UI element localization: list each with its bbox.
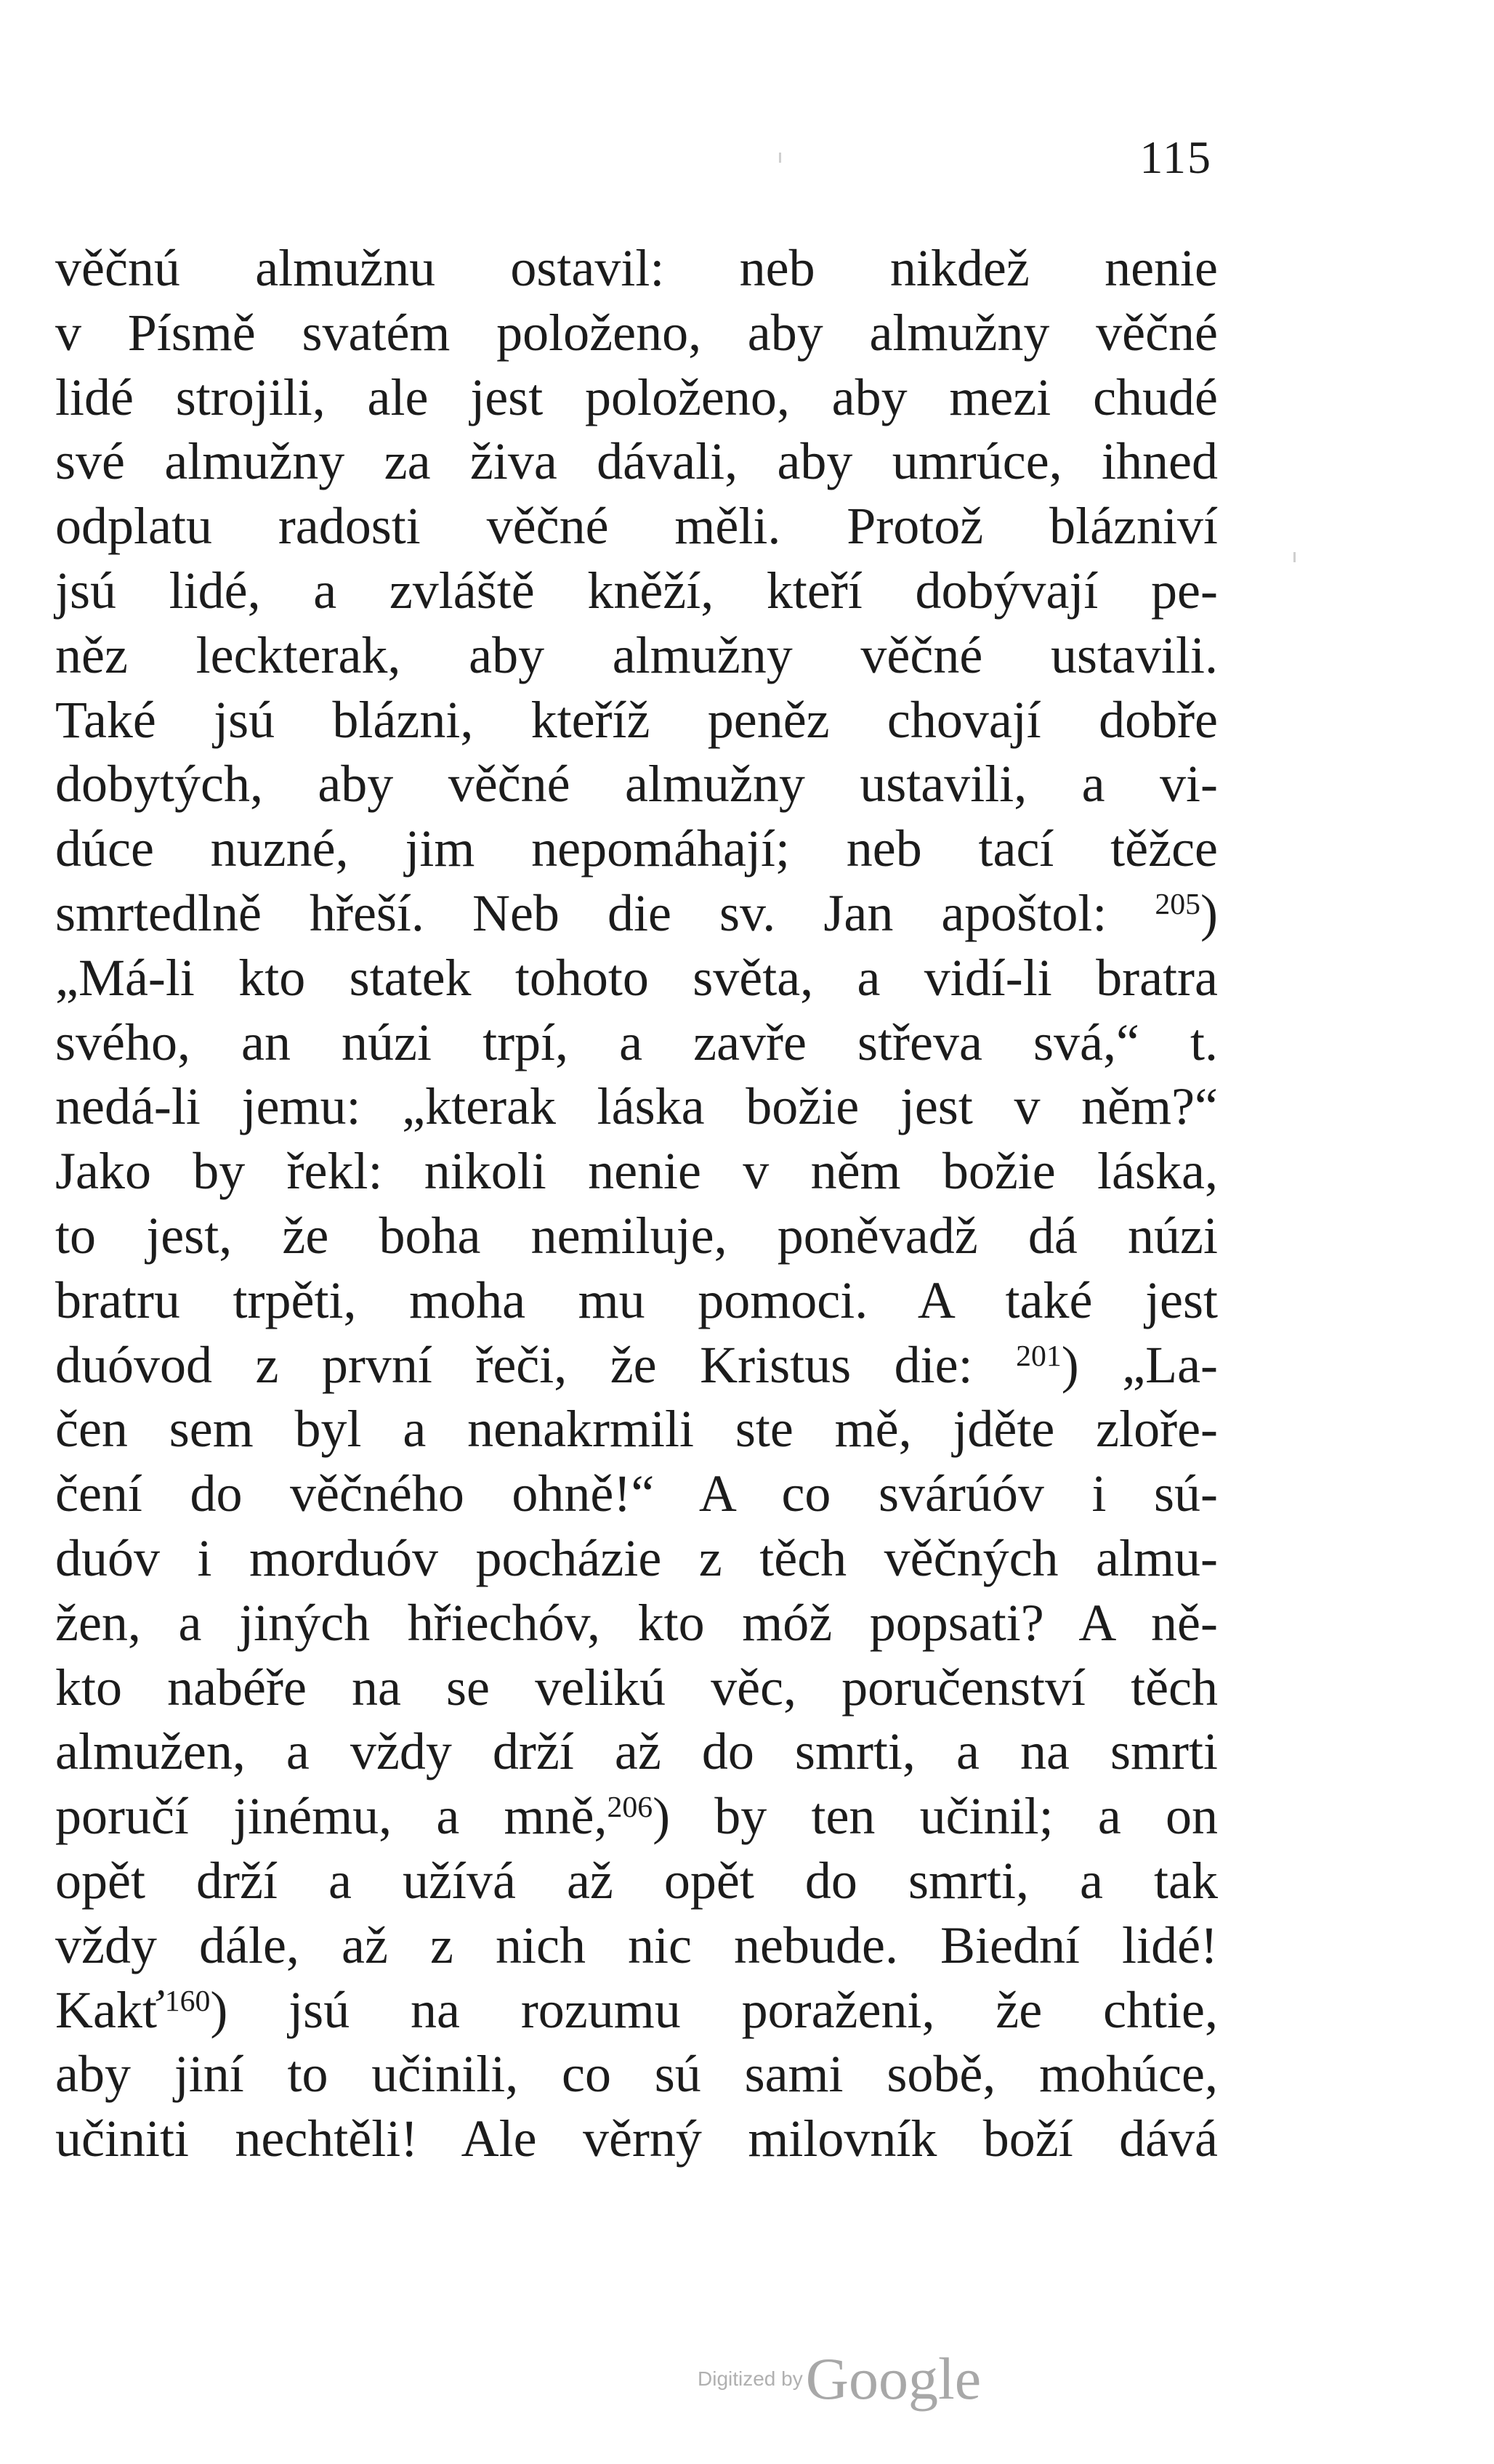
scan-speck — [779, 153, 781, 163]
footnote-marker: 206 — [607, 1791, 653, 1825]
text-line: svého, an núzi trpí, a zavře střeva svá,“ t. — [55, 1013, 1218, 1071]
text-line: duóv i morduóv pocházie z těch věčných almu- — [55, 1528, 1218, 1587]
text-line: nedá-li jemu: „kterak láska božie jest v něm?“ — [55, 1077, 1218, 1136]
text-segment: Kakť — [55, 1980, 165, 2039]
text-line-with-footnote — [55, 1978, 1218, 2043]
text-line: Také jsú blázni, kteříž peněz chovají dobře — [55, 690, 1218, 749]
text-line: své almužny za živa dávali, aby umrúce, ihned — [55, 432, 1218, 491]
text-segment: ) jsú na rozumu poraženi, že chtie, — [210, 1980, 1218, 2039]
scan-speck — [1293, 552, 1296, 562]
text-line: vždy dále, až z nich nic nebude. Biední lidé! — [55, 1916, 1218, 1974]
text-line: odplatu radosti věčné měli. Protož blázniví — [55, 497, 1218, 556]
text-line: věčnú almužnu ostavil: neb nikdež nenie — [55, 239, 1218, 297]
text-line-with-footnote — [55, 1784, 1218, 1849]
text-line: žen, a jiných hřiechóv, kto móž popsati? A ně- — [55, 1593, 1218, 1652]
text-segment: duóvod z první řeči, že Kristus die: — [55, 1335, 973, 1394]
body-text — [55, 236, 1218, 2171]
text-segment: smrtedlně hřeší. Neb die sv. Jan apoštol: — [55, 883, 1107, 942]
digitized-by-label: Digitized by — [698, 2367, 803, 2390]
text-line: „Má-li kto statek tohoto světa, a vidí-li bratra — [55, 948, 1218, 1007]
text-line: dúce nuzné, jim nepomáhají; neb tací těžce — [55, 819, 1218, 878]
text-line: něz leckterak, aby almužny věčné ustavili. — [55, 625, 1218, 684]
text-segment: ) by ten učinil; a on — [653, 1787, 1218, 1846]
page-number: 115 — [1139, 131, 1212, 183]
digitization-watermark — [698, 2345, 981, 2413]
text-segment: ) „La- — [1061, 1335, 1219, 1394]
text-line: jsú lidé, a zvláště kněží, kteří dobývají pe- — [55, 561, 1218, 620]
text-line: aby jiní to učinili, co sú sami sobě, mohúce, — [55, 2045, 1218, 2104]
footnote-marker: 160 — [164, 1984, 211, 2018]
footnote-marker: 205 — [1155, 888, 1201, 922]
google-logo: Google — [805, 2346, 982, 2412]
text-line: opět drží a užívá až opět do smrti, a tak — [55, 1851, 1218, 1910]
text-line: dobytých, aby věčné almužny ustavili, a vi- — [55, 755, 1218, 814]
text-segment: ) — [1200, 883, 1218, 942]
footnote-marker: 201 — [1016, 1339, 1062, 1373]
text-line: kto nabéře na se velikú věc, poručenství těch — [55, 1658, 1218, 1717]
text-line: Jako by řekl: nikoli nenie v něm božie láska, — [55, 1142, 1218, 1201]
text-line: to jest, že boha nemiluje, poněvadž dá núzi — [55, 1206, 1218, 1265]
text-line: bratru trpěti, moha mu pomoci. A také jest — [55, 1270, 1218, 1329]
text-line: almužen, a vždy drží až do smrti, a na smrti — [55, 1722, 1218, 1781]
text-line-with-footnote — [55, 1333, 1218, 1398]
text-line-with-footnote — [55, 881, 1218, 946]
text-segment: poručí jinému, a mně, — [55, 1787, 607, 1846]
text-line: učiniti nechtěli! Ale věrný milovník boží dává — [55, 2110, 1218, 2168]
text-line: čení do věčného ohně!“ A co svárúóv i sú- — [55, 1464, 1218, 1523]
text-line: čen sem byl a nenakrmili ste mě, jděte zloře- — [55, 1400, 1218, 1459]
text-line: v Písmě svatém položeno, aby almužny věčné — [55, 303, 1218, 362]
text-line: lidé strojili, ale jest položeno, aby mezi chudé — [55, 368, 1218, 426]
